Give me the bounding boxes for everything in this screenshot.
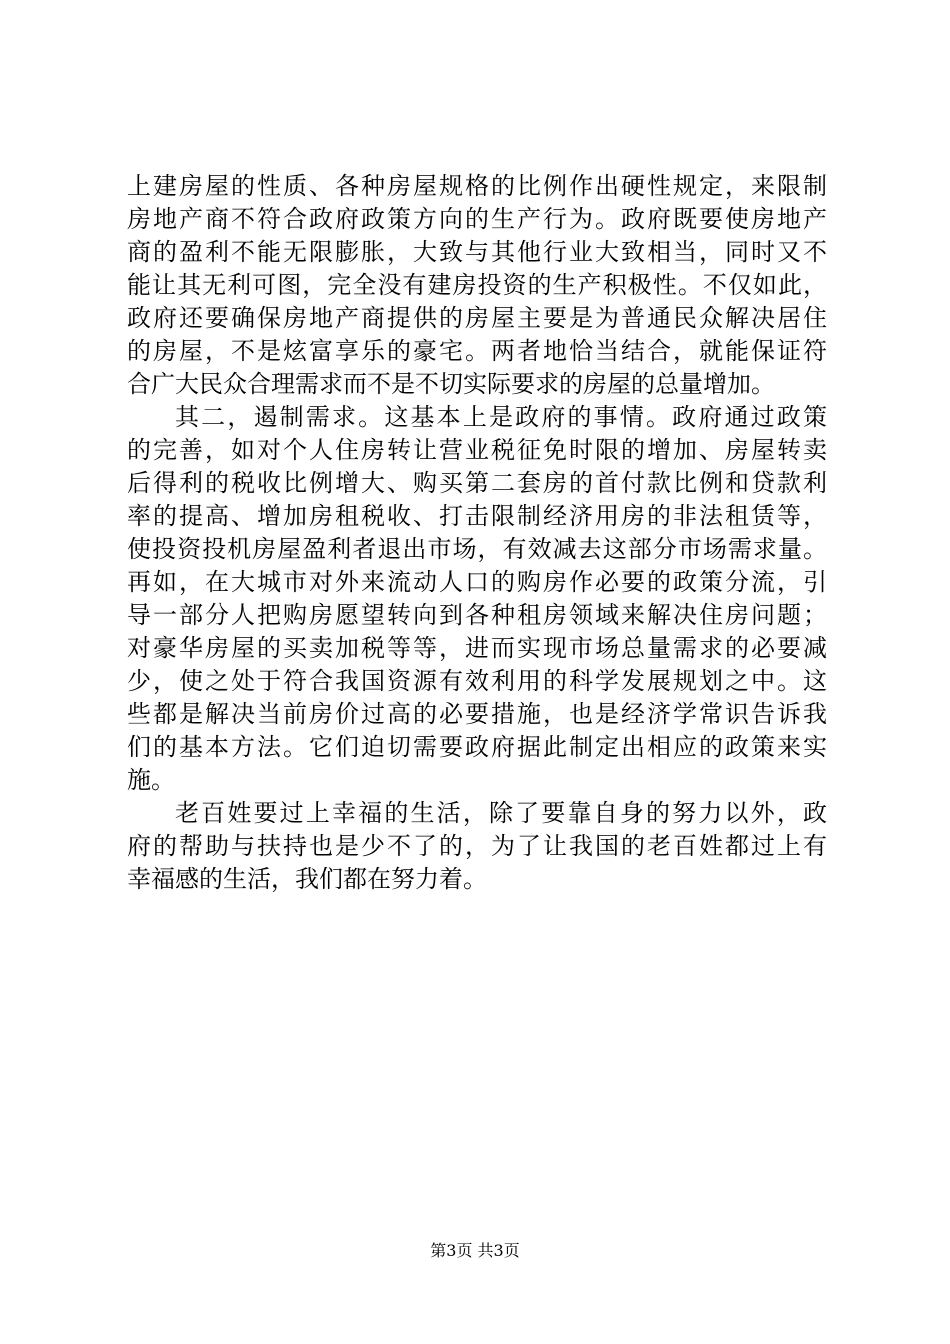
text-line: 些都是解决当前房价过高的必要措施，也是经济学常识告诉我 [127, 700, 827, 728]
page-number-footer: 第3页 共3页 [430, 1241, 520, 1260]
paragraph-2 [127, 401, 827, 797]
text-line: 能让其无利可图，完全没有建房投资的生产积极性。不仅如此， [127, 271, 827, 299]
text-line: 府的帮助与扶持也是少不了的，为了让我国的老百姓都过上有 [127, 832, 827, 860]
text-line: 的房屋，不是炫富享乐的豪宅。两者地恰当结合，就能保证符 [127, 337, 827, 365]
text-line: 上建房屋的性质、各种房屋规格的比例作出硬性规定，来限制 [127, 172, 827, 200]
text-line: 导一部分人把购房愿望转向到各种租房领域来解决住房问题； [127, 601, 827, 629]
text-line: 率的提高、增加房租税收、打击限制经济用房的非法租赁等， [127, 502, 827, 530]
text-line: 使投资投机房屋盈利者退出市场，有效减去这部分市场需求量。 [127, 535, 827, 563]
text-line: 少，使之处于符合我国资源有效利用的科学发展规划之中。这 [127, 667, 827, 695]
text-line: 房地产商不符合政府政策方向的生产行为。政府既要使房地产 [127, 205, 827, 233]
text-line: 老百姓要过上幸福的生活，除了要靠自身的努力以外，政 [175, 799, 827, 827]
text-line: 的完善，如对个人住房转让营业税征免时限的增加、房屋转卖 [127, 436, 827, 464]
text-line: 其二，遏制需求。这基本上是政府的事情。政府通过政策 [175, 403, 827, 431]
text-line: 后得利的税收比例增大、购买第二套房的首付款比例和贷款利 [127, 469, 827, 497]
document-body [127, 170, 827, 896]
paragraph-1 [127, 170, 827, 401]
text-line: 们的基本方法。它们迫切需要政府据此制定出相应的政策来实 [127, 733, 827, 761]
text-line: 施。 [127, 766, 175, 794]
text-line: 合广大民众合理需求而不是不切实际要求的房屋的总量增加。 [127, 370, 775, 398]
text-line: 对豪华房屋的买卖加税等等，进而实现市场总量需求的必要减 [127, 634, 827, 662]
text-line: 再如，在大城市对外来流动人口的购房作必要的政策分流，引 [127, 568, 827, 596]
text-line: 幸福感的生活，我们都在努力着。 [127, 865, 487, 893]
paragraph-3 [127, 797, 827, 896]
text-line: 商的盈利不能无限膨胀，大致与其他行业大致相当，同时又不 [127, 238, 827, 266]
text-line: 政府还要确保房地产商提供的房屋主要是为普通民众解决居住 [127, 304, 827, 332]
